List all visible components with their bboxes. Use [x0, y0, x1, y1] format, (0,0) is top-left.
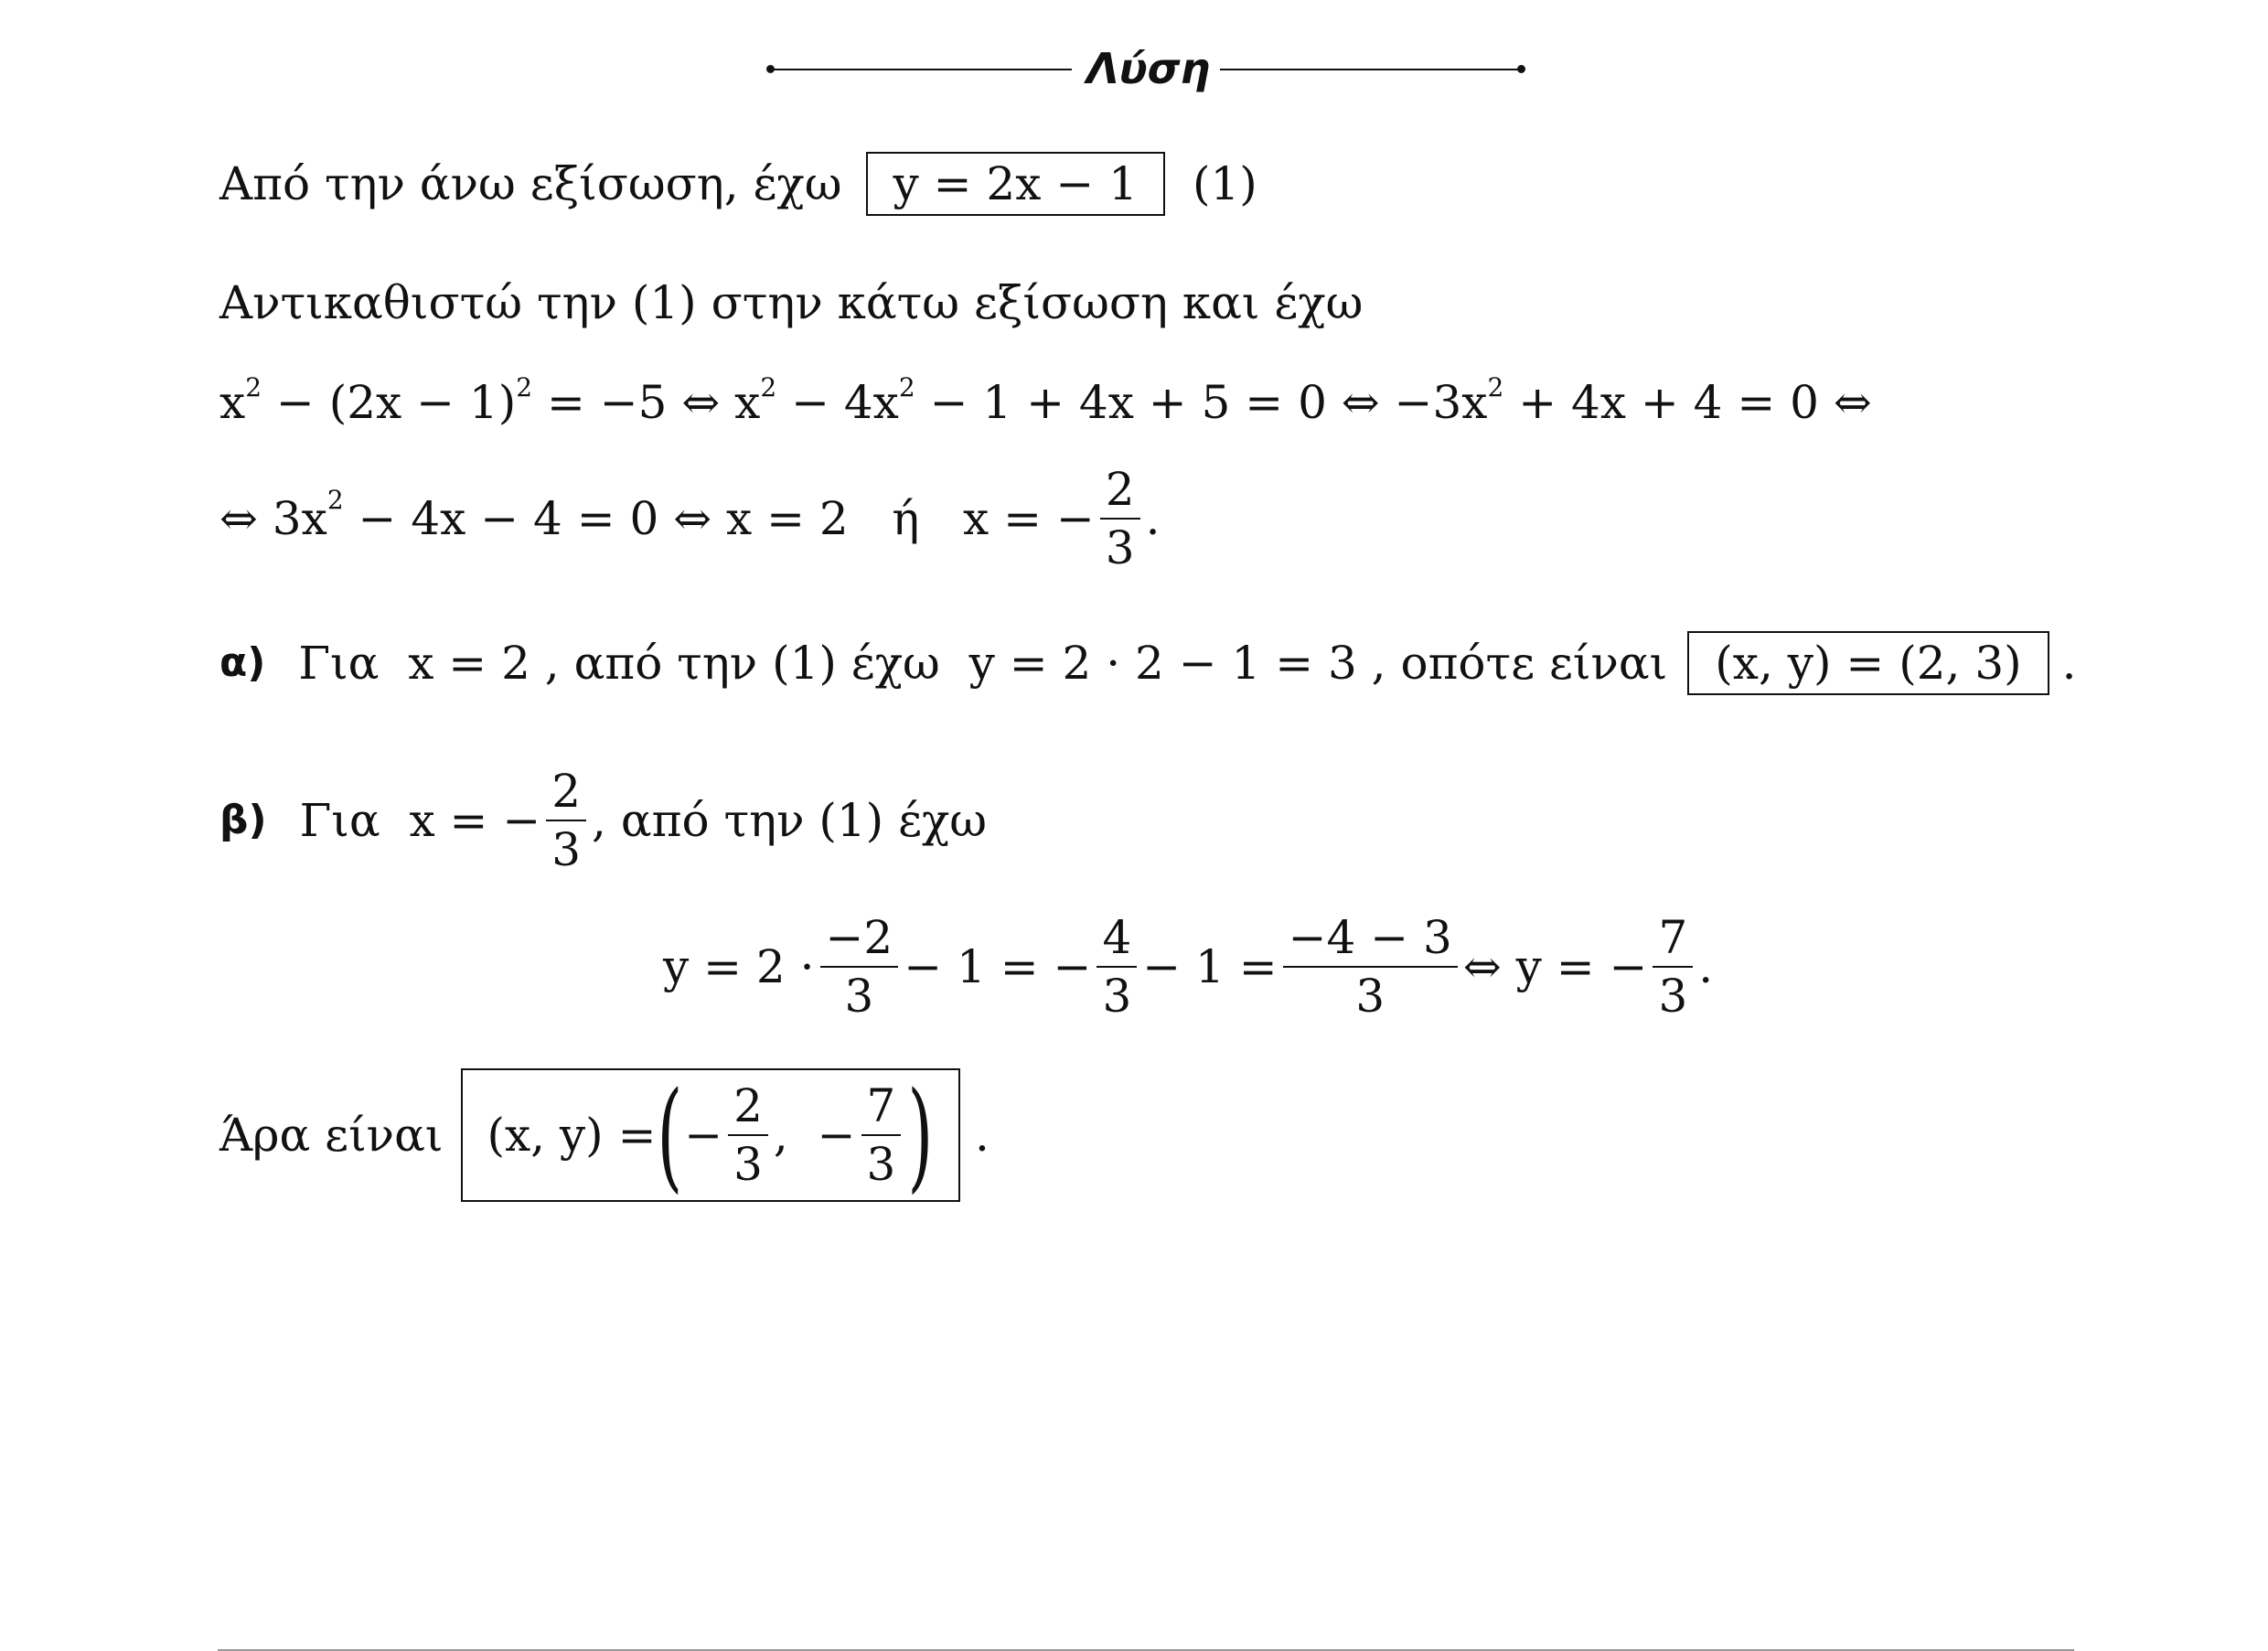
fraction-denominator: 3: [1102, 970, 1132, 1023]
boxed-equation-1-text: y = 2x − 1: [893, 157, 1138, 210]
separator: , −: [773, 1109, 856, 1162]
final-end: .: [975, 1109, 990, 1162]
case-a-label: α): [219, 639, 266, 686]
fraction: [1653, 911, 1693, 1023]
fraction-denominator: 3: [1105, 521, 1135, 574]
line-3-part: − 4x: [776, 376, 899, 429]
final-answer-text: Άρα είναι: [219, 1109, 444, 1162]
right-parenthesis: ): [907, 1066, 934, 1205]
title-right-dot: [1517, 65, 1525, 73]
final-answer: [219, 1066, 990, 1205]
exponent: 2: [326, 485, 344, 515]
fraction: [1283, 911, 1458, 1023]
y-derivation-part: ⇔ y = −: [1462, 940, 1648, 993]
fraction-two-thirds: [546, 765, 586, 876]
y-derivation-part: − 1 =: [1142, 940, 1278, 993]
fraction: [820, 911, 899, 1023]
fraction: [861, 1079, 902, 1191]
fraction-numerator: 2: [728, 1083, 768, 1136]
fraction-denominator: 3: [1355, 970, 1385, 1023]
fraction: [1097, 911, 1137, 1023]
fraction: [728, 1079, 768, 1191]
fraction-denominator: 3: [844, 970, 874, 1023]
title-left-rule: [770, 69, 1072, 70]
fraction-denominator: 3: [551, 823, 582, 876]
title-right-rule: [1220, 69, 1522, 70]
line-2: Αντικαθιστώ την (1) στην κάτω εξίσωση και έχω: [219, 276, 1364, 329]
title-text: Λύση: [1086, 44, 1211, 93]
fraction-numerator: 2: [1100, 466, 1140, 520]
line-4-part: − 4x − 4 = 0 ⇔ x = 2 ή x = −: [343, 492, 1095, 545]
boxed-solution-a: [1687, 631, 2049, 695]
y-derivation-part: y = 2 ·: [663, 940, 815, 993]
line-4: [219, 463, 1161, 574]
case-a: [219, 631, 2077, 695]
line-4-end: .: [1145, 492, 1161, 545]
line-3-part: + 4x + 4 = 0 ⇔: [1503, 376, 1872, 429]
fraction-numerator: −4 − 3: [1283, 915, 1458, 968]
case-b-label: β): [219, 797, 267, 843]
boxed-solution-a-text: (x, y) = (2, 3): [1715, 637, 2022, 690]
line-3-part: = −5 ⇔ x: [532, 376, 761, 429]
boxed-equation-1: [866, 152, 1165, 216]
line-4-part: ⇔ 3x: [219, 492, 327, 545]
case-b-text-end: , από την (1) έχω: [592, 794, 988, 847]
line-3-part: x: [219, 376, 246, 429]
case-b: [219, 765, 988, 876]
fraction-numerator: 7: [861, 1083, 902, 1136]
line-3-part: − 1 + 4x + 5 = 0 ⇔ −3x: [915, 376, 1488, 429]
case-a-end: .: [2061, 637, 2077, 690]
exponent: 2: [1487, 372, 1504, 402]
fraction-numerator: −2: [820, 915, 899, 968]
fraction-denominator: 3: [1658, 970, 1688, 1023]
section-title: [766, 44, 1525, 95]
fraction-numerator: 7: [1653, 915, 1693, 968]
line-3: [219, 372, 1872, 429]
line-1-text: Από την άνω εξίσωση, έχω: [219, 157, 842, 210]
fraction-numerator: 2: [546, 768, 586, 821]
y-derivation-end: .: [1698, 940, 1714, 993]
line-1: [219, 152, 1257, 216]
exponent: 2: [245, 372, 262, 402]
exponent: 2: [898, 372, 915, 402]
y-derivation: [663, 911, 1714, 1023]
fraction-numerator: 4: [1097, 915, 1137, 968]
case-a-text: Για x = 2 , από την (1) έχω y = 2 · 2 − 1 = 3 , οπότε είναι: [298, 637, 1668, 690]
line-3-part: − (2x − 1): [262, 376, 517, 429]
fraction-denominator: 3: [733, 1138, 763, 1191]
fraction-denominator: 3: [866, 1138, 896, 1191]
minus-sign: −: [684, 1109, 723, 1162]
left-parenthesis: (: [657, 1066, 683, 1205]
equation-tag: (1): [1192, 157, 1257, 210]
boxed-solution-b: [461, 1066, 960, 1205]
fraction-two-thirds: [1100, 463, 1140, 574]
case-b-text: Για x = −: [299, 794, 541, 847]
y-derivation-part: − 1 = −: [904, 940, 1092, 993]
exponent: 2: [516, 372, 533, 402]
exponent: 2: [760, 372, 777, 402]
final-lhs: (x, y) =: [487, 1109, 657, 1162]
